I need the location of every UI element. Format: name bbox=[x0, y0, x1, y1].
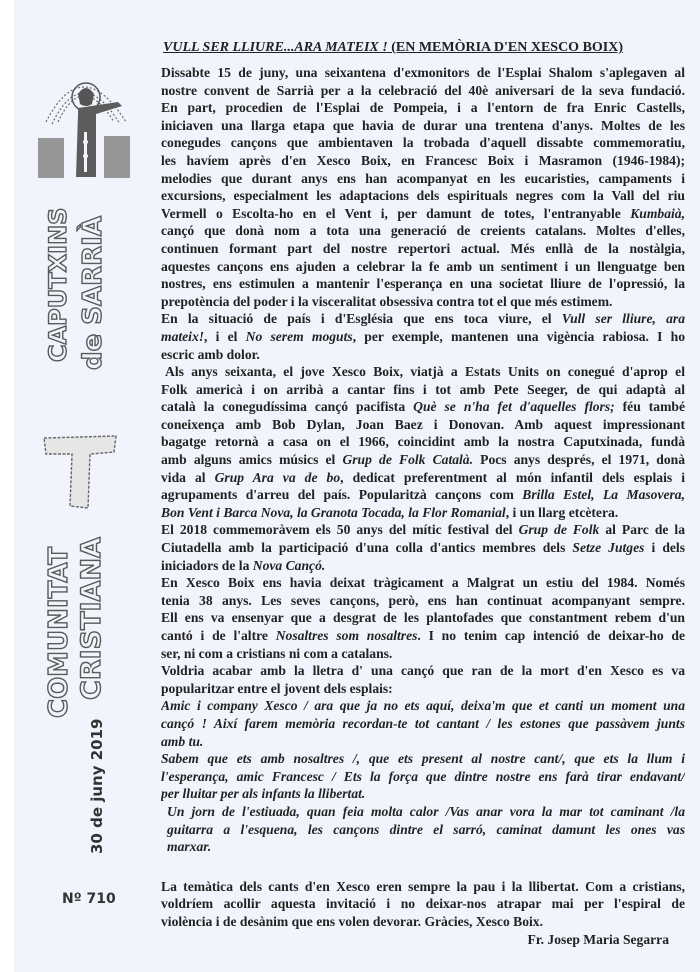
lyric-line: per lluitar per als infants la llibertat. bbox=[161, 786, 366, 802]
text-line: bagatge retornà a casa on el 1966, coincidint amb la nostra Caputxinada, fundà bbox=[161, 434, 685, 450]
logo-comunitat: COMUNITAT bbox=[44, 546, 74, 718]
article bbox=[161, 38, 685, 948]
text-segment: En la situació de país i d'Església que ens toca viure, el bbox=[161, 311, 562, 327]
italic-title: Nova Cançó. bbox=[252, 557, 326, 573]
italic-title: Què se n'ha fet d'aquelles flors; bbox=[413, 399, 615, 415]
closing-line: violència i de desànim que ens volen devorar. Gràcies, Xesco Boix. bbox=[161, 913, 543, 929]
text-line bbox=[161, 469, 685, 487]
text-segment: amb alguns amics músics el bbox=[161, 452, 343, 468]
text-line: tenia 38 anys. Les seves cançons, però, ens han continuat acompanyant sempre. bbox=[161, 592, 685, 608]
text-line bbox=[161, 627, 685, 645]
title-italic: VULL SER LLIURE...ARA MATEIX ! bbox=[163, 40, 388, 55]
italic-title: Grup Ara va de bo bbox=[214, 469, 341, 485]
italic-title: Setze Jutges bbox=[572, 540, 645, 556]
lyric-line: marxar. bbox=[167, 839, 212, 855]
text-line bbox=[161, 310, 685, 328]
lyric-line: guitarra a l'esquena, les cançons dintre el sarró, caminat damunt les ones vas bbox=[167, 821, 685, 837]
closing-line: voldríem acollir aquesta invitació i no deixar-nos atrapar mai per l'espiral de bbox=[161, 896, 685, 912]
text-segment: agrupaments d'arreu del país. Popularitzà cançons com bbox=[161, 487, 523, 503]
text-line bbox=[161, 486, 685, 504]
text-line: Ell ens va ensenyar que a desgrat de les plantofades que constantment rebem d'un bbox=[161, 610, 685, 626]
text-line: coneixença amb Bob Dylan, Joan Baez i Donovan. Amb aquest impressionant bbox=[161, 416, 685, 432]
text-line: continuen formant part del nostre repertori actual. Més enllà de la nostàlgia, bbox=[161, 240, 685, 256]
text-line: les havíem après d'en Xesco Boix, en Francesc Boix i Masramon (1946-1984); bbox=[161, 152, 685, 168]
text-line: nostres, ens estimulen a mantenir l'esperança en una societat lliure de l'opressió, la bbox=[161, 276, 685, 292]
text-line: ser, ni com a cristians ni com a catalans. bbox=[161, 645, 393, 661]
lyric-line: l'esperança, amic Francesc / Ets la força que dintre nostre ens farà tirar endavant/ bbox=[161, 768, 685, 784]
issue-date: 30 de juny 2019 bbox=[88, 718, 106, 854]
text-line: En Xesco Boix ens havia deixat tràgicament a Malgrat un estiu del 1984. Només bbox=[161, 575, 685, 591]
lyric-line: cançó ! Així farem memòria recordan-te tot cantant / les estones que passàvem junts bbox=[161, 715, 685, 731]
tau-cross-icon bbox=[40, 432, 120, 512]
italic-title: mateix! bbox=[161, 328, 205, 344]
italic-title: Bon Vent i Barca Nova, la Granota Tocada, la Flor Romanial bbox=[161, 504, 506, 520]
lyric-line: Sabem que ets amb nosaltres /, que ets present al nostre cant/, que ets la llum i bbox=[161, 751, 685, 767]
text-line: cançó que donà nom a tota una generació de creients catalans. Moltes d'elles, bbox=[161, 223, 685, 239]
text-line: En part, procedien de l'Esplai de Pompeia, i a l'entorn de fra Enric Castells, bbox=[161, 100, 685, 116]
text-line: Folk americà i on arribà a cantar fins i tot amb Pete Seeger, de qui adaptà al bbox=[161, 381, 685, 397]
text-line: prepotència del poder i la visceralitat obsessiva contra tot el que més estimem. bbox=[161, 293, 613, 309]
text-line: Als anys seixanta, el jove Xesco Boix, viatjà a Estats Units on conegué d'aprop el bbox=[165, 364, 685, 380]
title-rest: (EN MEMÒRIA D'EN XESCO BOIX) bbox=[387, 40, 624, 55]
text-segment: . I no tenim cap intenció de deixar-ho de bbox=[417, 628, 685, 643]
text-segment: iniciadors de la bbox=[161, 557, 253, 573]
article-title bbox=[163, 38, 685, 58]
issue-number: Nº 710 bbox=[62, 891, 116, 907]
paragraph-gap bbox=[161, 856, 685, 878]
text-line bbox=[161, 504, 685, 522]
logo-cristiana: CRISTIANA bbox=[76, 537, 107, 700]
lyric-line: Un jorn de l'estiuada, quan feia molta calor /Vas anar vora la mar tot caminant /la bbox=[167, 803, 685, 819]
text-line: Dissabte 15 de juny, una seixantena d'exmonitors de l'Esplai Shalom s'aplegaven al bbox=[161, 65, 685, 80]
text-segment: El 2018 commemoràvem els 50 anys del mític festival del bbox=[161, 522, 519, 538]
italic-title: No serem moguts bbox=[245, 328, 353, 344]
closing-line: La temàtica dels cants d'en Xesco eren sempre la pau i la llibertat. Com a cristians, bbox=[161, 878, 685, 894]
lyric-line: Amic i company Xesco / ara que ja no ets aquí, deixa'm que et canti un moment una bbox=[161, 698, 685, 714]
italic-title: Grup de Folk bbox=[518, 522, 600, 538]
italic-title: Nosaltres som nosaltres bbox=[275, 628, 418, 643]
italic-title: Grup de Folk Català. bbox=[342, 452, 473, 468]
text-segment: , per exemple, mantenen una vigència rabiosa. I ho bbox=[352, 328, 685, 344]
text-segment: cantó i de l'altre bbox=[161, 628, 276, 643]
text-segment: , i un llarg etcètera. bbox=[505, 504, 619, 520]
text-segment: al Parc de la bbox=[599, 522, 685, 538]
italic-title: Brilla Estel, La Masovera, bbox=[522, 487, 685, 503]
text-segment: vida al bbox=[161, 469, 215, 485]
text-segment: , i el bbox=[204, 328, 246, 344]
text-line: escric amb dolor. bbox=[161, 346, 260, 362]
text-line: Voldria acabar amb la lletra d' una cançó que ran de la mort d'en Xesco es va bbox=[161, 663, 685, 679]
lyric-line: amb tu. bbox=[161, 733, 204, 749]
sidebar bbox=[14, 0, 150, 972]
article-body bbox=[161, 64, 685, 948]
text-segment: féu també bbox=[614, 399, 685, 415]
text-segment: Pocs anys després, el 1971, donà bbox=[473, 452, 685, 468]
text-line bbox=[161, 328, 685, 346]
text-line: popularitzar entre el jovent dels esplais: bbox=[161, 680, 393, 696]
logo-de-sarria: de SARRIÀ bbox=[78, 216, 108, 370]
text-line: excursions, especialment les adaptacions dels espirituals negres com la Vall del riu bbox=[161, 188, 685, 204]
text-line bbox=[161, 398, 685, 416]
italic-title: Kumbaià, bbox=[630, 205, 685, 221]
text-line: aquestes cançons ens ajuden a celebrar la fe amb un sentiment i un llenguatge ben bbox=[161, 258, 685, 274]
text-line bbox=[161, 451, 685, 469]
text-line bbox=[161, 539, 685, 557]
text-line bbox=[161, 205, 685, 223]
logo-caputxins: CAPUTXINS bbox=[44, 207, 72, 362]
text-line: nostre convent de Sarrià per a la celebració del 40è aniversari de la seva fundació. bbox=[161, 82, 685, 98]
text-segment: català la conegudíssima cançó pacifista bbox=[161, 399, 414, 415]
text-line: melodies que durant anys ens han acompanyat en les eucaristies, campaments i bbox=[161, 170, 685, 186]
text-segment: i dels bbox=[644, 540, 685, 556]
friar-figure-icon bbox=[26, 52, 138, 182]
text-segment: Ciutadella amb la participació d'una colla d'antics membres dels bbox=[161, 540, 573, 556]
text-segment: Vermell o Escolta-ho en el Vent i, per damunt de totes, l'entranyable bbox=[161, 205, 631, 221]
text-line: iniciaven una llarga etapa que havia de durar una trentena d'anys. Moltes de les bbox=[161, 117, 685, 133]
text-line: conegudes cançons que ambientaven la trobada d'aquell dissabte commemoratiu, bbox=[161, 135, 685, 151]
text-segment: , dedicat preferentment al món infantil dels esplais i bbox=[340, 469, 685, 485]
text-line bbox=[161, 521, 685, 539]
author-signature: Fr. Josep Maria Segarra bbox=[527, 931, 669, 947]
text-line bbox=[161, 557, 685, 575]
italic-title: Vull ser lliure, ara bbox=[561, 311, 685, 327]
